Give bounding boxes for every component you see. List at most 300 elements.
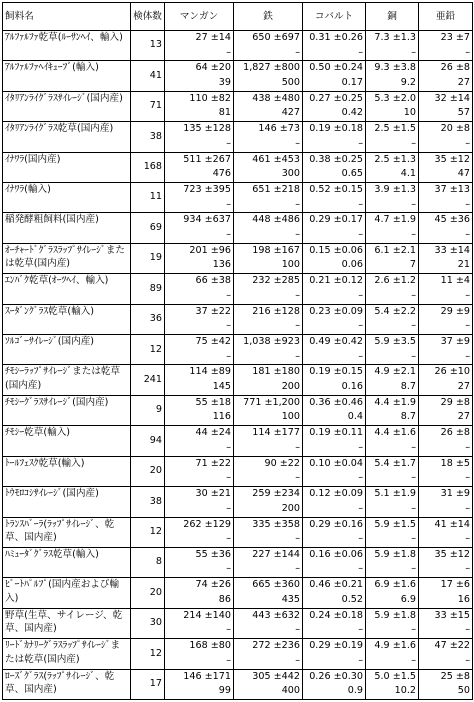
copper-cell [366, 426, 419, 456]
secondary-value: 0.9 [347, 685, 363, 697]
secondary-value: – [358, 624, 363, 636]
zinc-cell [419, 608, 473, 638]
manganese-cell [165, 274, 234, 304]
feed-name-cell: ﾊﾐｭｰﾀﾞｸﾞﾗｽ乾草(輸入) [3, 547, 131, 577]
copper-cell [366, 213, 419, 243]
mean-value: 41 ±14 [434, 518, 470, 530]
secondary-value: – [411, 289, 416, 301]
feed-name-cell: 野草(生草、サイレージ、乾草、国内産) [3, 608, 131, 638]
cobalt-cell [303, 669, 366, 699]
mean-value: 0.23 ±0.09 [309, 305, 363, 317]
zinc-cell [419, 243, 473, 273]
mean-value: 3.9 ±1.3 [374, 184, 416, 196]
mean-value: 32 ±14 [434, 92, 470, 104]
secondary-value: – [465, 228, 470, 240]
copper-cell [366, 639, 419, 669]
cobalt-cell [303, 304, 366, 334]
manganese-cell [165, 91, 234, 121]
mean-value: 26 ±8 [440, 427, 470, 439]
manganese-cell [165, 639, 234, 669]
secondary-value: – [411, 228, 416, 240]
feed-name-cell: ﾄｰﾙﾌｪｽｸ乾草(輸入) [3, 456, 131, 486]
secondary-value: – [411, 533, 416, 544]
copper-cell [366, 152, 419, 182]
mean-value: 5.4 ±2.2 [374, 305, 416, 317]
mean-value: 0.29 ±0.17 [309, 214, 363, 226]
zinc-cell [419, 213, 473, 243]
mean-value: 44 ±24 [195, 427, 231, 439]
sample-count-cell: 19 [131, 243, 165, 273]
mean-value: 47 ±22 [434, 640, 470, 652]
mean-value: 18 ±5 [440, 457, 470, 469]
mean-value: 0.29 ±0.19 [309, 640, 363, 652]
mean-value: 146 ±73 [258, 123, 300, 135]
zinc-cell [419, 61, 473, 91]
secondary-value: – [465, 472, 470, 484]
zinc-cell [419, 426, 473, 456]
mean-value: 2.6 ±1.2 [374, 275, 416, 287]
secondary-value: 0.42 [341, 107, 363, 119]
iron-cell [234, 395, 303, 425]
iron-cell [234, 335, 303, 365]
mean-value: 0.15 ±0.06 [309, 244, 363, 256]
secondary-value: – [465, 624, 470, 636]
sample-count-cell: 20 [131, 578, 165, 608]
secondary-value: 6.9 [400, 593, 416, 605]
secondary-value: – [358, 472, 363, 484]
secondary-value: – [411, 563, 416, 575]
secondary-value: – [358, 320, 363, 332]
mean-value: 0.52 ±0.15 [309, 184, 363, 196]
iron-cell [234, 426, 303, 456]
sample-count-cell: 8 [131, 547, 165, 577]
secondary-value: – [465, 654, 470, 666]
secondary-value: – [295, 563, 300, 575]
copper-cell [366, 487, 419, 517]
mean-value: 26 ±10 [434, 366, 470, 378]
table-row [3, 61, 473, 91]
sample-count-cell: 12 [131, 335, 165, 365]
secondary-value: 0.17 [341, 76, 363, 88]
manganese-cell [165, 608, 234, 638]
table-row [3, 487, 473, 517]
mean-value: 37 ±22 [195, 305, 231, 317]
secondary-value: – [358, 441, 363, 453]
mean-value: 110 ±82 [189, 92, 231, 104]
header-feed-name: 飼料名 [3, 3, 131, 31]
feed-name-cell: ｱﾙﾌｧﾙﾌｧ乾草(ﾙｰｻﾝﾍｲ、輸入) [3, 31, 131, 61]
sample-count-cell: 69 [131, 213, 165, 243]
zinc-cell [419, 517, 473, 547]
mean-value: 461 ±453 [252, 153, 300, 165]
cobalt-cell [303, 335, 366, 365]
table-row [3, 122, 473, 152]
copper-cell [366, 547, 419, 577]
secondary-value: 400 [281, 685, 300, 697]
mean-value: 1,827 ±800 [243, 62, 300, 74]
mean-value: 272 ±236 [252, 640, 300, 652]
secondary-value: 300 [281, 168, 300, 180]
table-row [3, 517, 473, 547]
mean-value: 259 ±234 [252, 488, 300, 500]
secondary-value: 16 [457, 593, 470, 605]
table-row [3, 547, 473, 577]
zinc-cell [419, 335, 473, 365]
sample-count-cell: 11 [131, 183, 165, 213]
feed-name-cell: ｲﾀﾘｱﾝﾗｲｸﾞﾗｽｻｲﾚｰｼﾞ(国内産) [3, 91, 131, 121]
secondary-value: – [226, 350, 231, 362]
header-manganese: マンガン [165, 3, 234, 31]
mean-value: 0.46 ±0.21 [309, 579, 363, 591]
copper-cell [366, 122, 419, 152]
mean-value: 33 ±15 [434, 609, 470, 621]
secondary-value: 9.2 [400, 76, 416, 88]
secondary-value: – [411, 137, 416, 149]
feed-name-cell: ﾄﾗﾝｽﾊﾞｰﾗ(ﾗｯﾌﾟｻｲﾚｰｼﾞ、乾草、国内産) [3, 517, 131, 547]
secondary-value: – [226, 472, 231, 484]
mean-value: 4.7 ±1.9 [374, 214, 416, 226]
mean-value: 0.19 ±0.18 [309, 123, 363, 135]
feed-name-cell: ﾘｰﾄﾞｶﾅﾘｰｸﾞﾗｽﾗｯﾌﾟｻｲﾚｰｼﾞまたは乾草(国内産) [3, 639, 131, 669]
manganese-cell [165, 395, 234, 425]
secondary-value: 47 [457, 168, 470, 180]
secondary-value: – [465, 533, 470, 544]
mean-value: 227 ±144 [252, 548, 300, 560]
secondary-value: – [465, 137, 470, 149]
secondary-value: 0.4 [347, 411, 363, 423]
mean-value: 4.9 ±2.1 [374, 366, 416, 378]
header-sample-count: 検体数 [131, 3, 165, 31]
secondary-value: – [465, 289, 470, 301]
secondary-value: 8.7 [400, 411, 416, 423]
mean-value: 5.9 ±1.8 [374, 548, 416, 560]
secondary-value: 81 [218, 107, 231, 119]
mean-value: 7.3 ±1.3 [374, 32, 416, 43]
secondary-value: 136 [212, 259, 231, 271]
mean-value: 135 ±128 [183, 123, 231, 135]
copper-cell [366, 517, 419, 547]
mean-value: 4.4 ±1.9 [374, 396, 416, 408]
secondary-value: 86 [218, 593, 231, 605]
mean-value: 6.9 ±1.6 [374, 579, 416, 591]
sample-count-cell: 71 [131, 91, 165, 121]
mean-value: 723 ±395 [183, 184, 231, 196]
iron-cell [234, 547, 303, 577]
feed-name-cell: ﾄｳﾓﾛｺｼｻｲﾚｰｼﾞ(国内産) [3, 487, 131, 517]
table-row [3, 456, 473, 486]
mean-value: 232 ±285 [252, 275, 300, 287]
iron-cell [234, 456, 303, 486]
secondary-value: – [295, 441, 300, 453]
table-row [3, 608, 473, 638]
secondary-value: – [358, 137, 363, 149]
iron-cell [234, 91, 303, 121]
cobalt-cell [303, 122, 366, 152]
manganese-cell [165, 335, 234, 365]
feed-name-cell: ｲﾀﾘｱﾝﾗｲｸﾞﾗｽ乾草(国内産) [3, 122, 131, 152]
copper-cell [366, 274, 419, 304]
table-row [3, 213, 473, 243]
mean-value: 443 ±632 [252, 609, 300, 621]
mean-value: 0.38 ±0.25 [309, 153, 363, 165]
secondary-value: – [295, 624, 300, 636]
cobalt-cell [303, 243, 366, 273]
iron-cell [234, 365, 303, 395]
copper-cell [366, 304, 419, 334]
secondary-value: – [411, 654, 416, 666]
iron-cell [234, 183, 303, 213]
cobalt-cell [303, 456, 366, 486]
cobalt-cell [303, 487, 366, 517]
iron-cell [234, 122, 303, 152]
secondary-value: – [465, 320, 470, 332]
secondary-value: – [226, 198, 231, 210]
secondary-value: – [226, 533, 231, 544]
zinc-cell [419, 547, 473, 577]
manganese-cell [165, 31, 234, 61]
mean-value: 216 ±128 [252, 305, 300, 317]
mean-value: 4.9 ±1.6 [374, 640, 416, 652]
secondary-value: – [411, 350, 416, 362]
copper-cell [366, 31, 419, 61]
mean-value: 64 ±20 [195, 62, 231, 74]
mean-value: 29 ±8 [440, 396, 470, 408]
copper-cell [366, 456, 419, 486]
secondary-value: 0.06 [341, 259, 363, 271]
secondary-value: – [358, 289, 363, 301]
sample-count-cell: 12 [131, 517, 165, 547]
mean-value: 29 ±9 [440, 305, 470, 317]
mean-value: 214 ±140 [183, 609, 231, 621]
iron-cell [234, 274, 303, 304]
cobalt-cell [303, 578, 366, 608]
secondary-value: – [226, 624, 231, 636]
secondary-value: 10.2 [394, 685, 416, 697]
mean-value: 0.27 ±0.25 [309, 92, 363, 104]
secondary-value: – [226, 654, 231, 666]
secondary-value: 57 [457, 107, 470, 119]
mean-value: 771 ±1,200 [243, 396, 300, 408]
sample-count-cell: 30 [131, 608, 165, 638]
table-row [3, 274, 473, 304]
secondary-value: – [295, 350, 300, 362]
feed-name-cell: ｽｰﾀﾞﾝｸﾞﾗｽ乾草(輸入) [3, 304, 131, 334]
feed-name-cell: ｴﾝﾊﾞｸ乾草(ｵｰﾂﾍｲ、輸入) [3, 274, 131, 304]
secondary-value: 27 [457, 411, 470, 423]
table-row [3, 578, 473, 608]
secondary-value: 4.1 [400, 168, 416, 180]
mean-value: 0.12 ±0.09 [309, 488, 363, 500]
copper-cell [366, 243, 419, 273]
cobalt-cell [303, 183, 366, 213]
table-row [3, 639, 473, 669]
mean-value: 90 ±22 [264, 457, 300, 469]
zinc-cell [419, 669, 473, 699]
mean-value: 17 ±6 [440, 579, 470, 591]
secondary-value: – [358, 563, 363, 575]
table-row [3, 91, 473, 121]
mean-value: 448 ±486 [252, 214, 300, 226]
feed-mineral-table [2, 2, 473, 700]
cobalt-cell [303, 426, 366, 456]
sample-count-cell: 41 [131, 61, 165, 91]
secondary-value: 200 [281, 380, 300, 392]
mean-value: 511 ±267 [183, 153, 231, 165]
iron-cell [234, 487, 303, 517]
table-row [3, 335, 473, 365]
mean-value: 30 ±21 [195, 488, 231, 500]
mean-value: 4.4 ±1.6 [374, 427, 416, 439]
zinc-cell [419, 31, 473, 61]
secondary-value: 7 [409, 259, 416, 271]
secondary-value: 0.16 [341, 380, 363, 392]
mean-value: 114 ±177 [252, 427, 300, 439]
copper-cell [366, 183, 419, 213]
zinc-cell [419, 365, 473, 395]
secondary-value: 427 [281, 107, 300, 119]
secondary-value: 200 [281, 502, 300, 514]
feed-name-cell: ﾛｰｽﾞｸﾞﾗｽ(ﾗｯﾌﾟｻｲﾚｰｼﾞ、乾草、国内産) [3, 669, 131, 699]
cobalt-cell [303, 274, 366, 304]
sample-count-cell: 12 [131, 639, 165, 669]
iron-cell [234, 304, 303, 334]
manganese-cell [165, 487, 234, 517]
secondary-value: – [295, 198, 300, 210]
secondary-value: – [358, 533, 363, 544]
sample-count-cell: 241 [131, 365, 165, 395]
sample-count-cell: 13 [131, 31, 165, 61]
secondary-value: 476 [212, 168, 231, 180]
sample-count-cell: 17 [131, 669, 165, 699]
mean-value: 438 ±480 [252, 92, 300, 104]
manganese-cell [165, 517, 234, 547]
copper-cell [366, 91, 419, 121]
secondary-value: – [465, 350, 470, 362]
secondary-value: – [411, 624, 416, 636]
mean-value: 75 ±42 [195, 336, 231, 348]
mean-value: 5.0 ±1.5 [374, 670, 416, 682]
feed-name-cell: ｵｰﾁｬｰﾄﾞｸﾞﾗｽﾗｯﾌﾟｻｲﾚｰｼﾞまたは乾草(国内産) [3, 243, 131, 273]
manganese-cell [165, 426, 234, 456]
iron-cell [234, 608, 303, 638]
copper-cell [366, 335, 419, 365]
iron-cell [234, 243, 303, 273]
secondary-value: – [358, 350, 363, 362]
manganese-cell [165, 456, 234, 486]
secondary-value: – [411, 320, 416, 332]
secondary-value: 27 [457, 76, 470, 88]
mean-value: 0.19 ±0.15 [309, 366, 363, 378]
secondary-value: – [358, 46, 363, 58]
header-iron: 鉄 [234, 3, 303, 31]
secondary-value: – [465, 198, 470, 210]
iron-cell [234, 639, 303, 669]
mean-value: 665 ±360 [252, 579, 300, 591]
manganese-cell [165, 669, 234, 699]
secondary-value: 0.65 [341, 168, 363, 180]
secondary-value: – [226, 46, 231, 58]
manganese-cell [165, 365, 234, 395]
header-zinc: 亜鉛 [419, 3, 473, 31]
cobalt-cell [303, 608, 366, 638]
cobalt-cell [303, 213, 366, 243]
copper-cell [366, 578, 419, 608]
mean-value: 5.9 ±1.8 [374, 609, 416, 621]
zinc-cell [419, 304, 473, 334]
secondary-value: 10 [403, 107, 416, 119]
iron-cell [234, 152, 303, 182]
mean-value: 31 ±9 [440, 488, 470, 500]
cobalt-cell [303, 152, 366, 182]
feed-name-cell: 稲発酵粗飼料(国内産) [3, 213, 131, 243]
mean-value: 2.5 ±1.5 [374, 123, 416, 135]
secondary-value: – [295, 289, 300, 301]
secondary-value: – [411, 441, 416, 453]
feed-name-cell: ﾋﾞｰﾄﾊﾟﾙﾌﾟ(国内産および輸入) [3, 578, 131, 608]
mean-value: 2.5 ±1.3 [374, 153, 416, 165]
sample-count-cell: 20 [131, 456, 165, 486]
zinc-cell [419, 456, 473, 486]
mean-value: 45 ±36 [434, 214, 470, 226]
secondary-value: 50 [457, 685, 470, 697]
secondary-value: – [358, 654, 363, 666]
secondary-value: 0.52 [341, 593, 363, 605]
secondary-value: – [295, 654, 300, 666]
secondary-value: 100 [281, 411, 300, 423]
manganese-cell [165, 152, 234, 182]
mean-value: 37 ±9 [440, 336, 470, 348]
mean-value: 5.1 ±1.9 [374, 488, 416, 500]
secondary-value: – [295, 228, 300, 240]
mean-value: 27 ±14 [195, 32, 231, 43]
mean-value: 181 ±180 [252, 366, 300, 378]
mean-value: 74 ±26 [195, 579, 231, 591]
mean-value: 651 ±218 [252, 184, 300, 196]
iron-cell [234, 31, 303, 61]
secondary-value: – [295, 472, 300, 484]
mean-value: 262 ±129 [183, 518, 231, 530]
manganese-cell [165, 61, 234, 91]
mean-value: 0.29 ±0.16 [309, 518, 363, 530]
mean-value: 650 ±697 [252, 32, 300, 43]
feed-name-cell: ｱﾙﾌｧﾙﾌｧﾍｲｷｭｰﾌﾞ(輸入) [3, 61, 131, 91]
secondary-value: – [226, 441, 231, 453]
mean-value: 23 ±7 [440, 32, 470, 43]
feed-name-cell: ﾁﾓｼｰ乾草(輸入) [3, 426, 131, 456]
mean-value: 0.21 ±0.12 [309, 275, 363, 287]
iron-cell [234, 61, 303, 91]
mean-value: 934 ±637 [183, 214, 231, 226]
table-row [3, 152, 473, 182]
mean-value: 198 ±167 [252, 244, 300, 256]
secondary-value: – [226, 320, 231, 332]
mean-value: 305 ±442 [252, 670, 300, 682]
cobalt-cell [303, 61, 366, 91]
mean-value: 37 ±13 [434, 184, 470, 196]
iron-cell [234, 669, 303, 699]
secondary-value: 145 [212, 380, 231, 392]
sample-count-cell: 168 [131, 152, 165, 182]
mean-value: 20 ±8 [440, 123, 470, 135]
cobalt-cell [303, 517, 366, 547]
mean-value: 35 ±12 [434, 153, 470, 165]
secondary-value: – [411, 472, 416, 484]
mean-value: 146 ±171 [183, 670, 231, 682]
secondary-value: – [295, 46, 300, 58]
table-row [3, 183, 473, 213]
secondary-value: – [465, 441, 470, 453]
mean-value: 0.31 ±0.26 [309, 32, 363, 43]
